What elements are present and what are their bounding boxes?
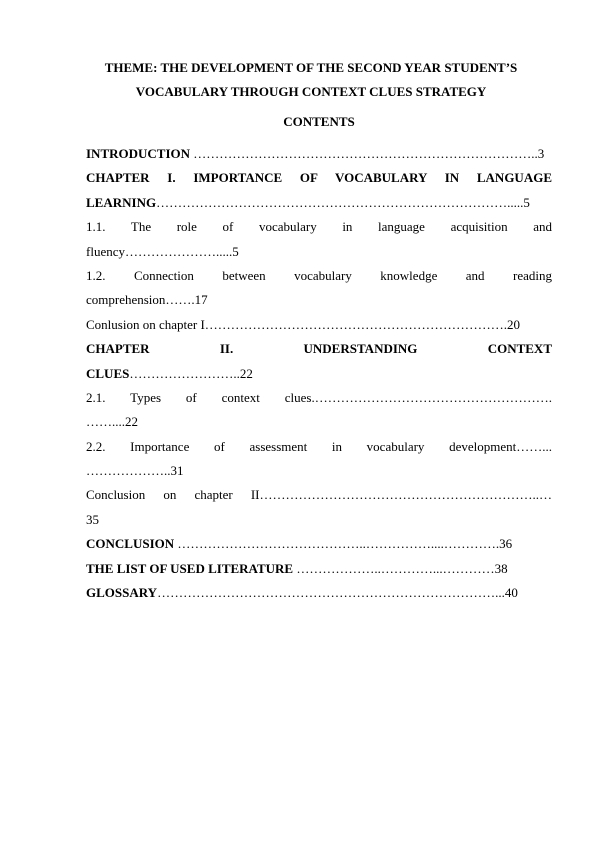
toc-chapter-1-heading[interactable]: CHAPTER I. IMPORTANCE OF VOCABULARY IN LANGUAGE bbox=[86, 170, 552, 186]
toc-section-1-1[interactable]: 1.1. The role of vocabulary in language acquisition and bbox=[86, 219, 552, 235]
toc-section-1-2-cont[interactable]: comprehension…….17 bbox=[86, 292, 208, 308]
toc-label: LEARNING bbox=[86, 194, 157, 210]
toc-chapter-2-heading-cont[interactable] bbox=[86, 362, 552, 386]
toc-leader-page: ……………………………………………………………………..3 bbox=[190, 146, 545, 161]
toc-label: THE LIST OF USED LITERATURE bbox=[86, 560, 294, 576]
toc-section-2-2-cont[interactable]: ………………..31 bbox=[86, 463, 184, 479]
toc-section-1-2[interactable]: 1.2. Connection between vocabulary knowledge and reading bbox=[86, 267, 552, 283]
toc-leader-page: ……………………………………………………………………….....5 bbox=[156, 194, 530, 210]
title-line-1: THEME: THE DEVELOPMENT OF THE SECOND YEAR STUDENT’S bbox=[104, 60, 518, 75]
toc-leader-page: ……………………..22 bbox=[129, 365, 253, 381]
toc-section-2-1[interactable]: 2.1. Types of context clues.………………………………………………. bbox=[86, 389, 552, 405]
toc-label: CLUES bbox=[86, 365, 130, 381]
toc-chapter-2-heading[interactable]: CHAPTER II. UNDERSTANDING CONTEXT bbox=[86, 341, 552, 357]
toc-section-2-2[interactable]: 2.2. Importance of assessment in vocabulary development……... bbox=[86, 438, 552, 454]
toc-section-1-1-cont[interactable]: fluency………………….....5 bbox=[86, 243, 239, 259]
toc-conclusion-chapter-2-page[interactable]: 35 bbox=[86, 511, 99, 527]
toc-leader-page: ………………..…………...…………38 bbox=[293, 560, 508, 576]
toc-label: CONCLUSION bbox=[86, 536, 175, 552]
toc-leader-page: ……………………………………………………………………...40 bbox=[157, 585, 518, 601]
contents-heading: CONTENTS bbox=[283, 114, 355, 129]
title-line-2: VOCABULARY THROUGH CONTEXT CLUES STRATEGY bbox=[135, 84, 487, 99]
toc-conclusion-chapter-2[interactable]: Conclusion on chapter II………………………………………………………..… bbox=[86, 487, 552, 503]
toc-glossary[interactable] bbox=[86, 581, 552, 605]
toc-literature[interactable] bbox=[86, 557, 552, 581]
toc-leader-page: ……………………………………..……………....………….36 bbox=[174, 536, 513, 552]
toc-label: GLOSSARY bbox=[86, 585, 158, 601]
toc-introduction[interactable] bbox=[86, 142, 552, 166]
toc-section-2-1-cont[interactable]: ……....22 bbox=[86, 414, 138, 430]
document-title bbox=[70, 56, 552, 104]
toc-label: INTRODUCTION bbox=[86, 146, 191, 161]
toc-conclusion[interactable] bbox=[86, 532, 552, 556]
toc-conclusion-chapter-1[interactable]: Conlusion on chapter I…………………………………………………………….20 bbox=[86, 316, 521, 332]
toc-chapter-1-heading-cont[interactable] bbox=[86, 191, 552, 215]
table-of-contents bbox=[86, 142, 552, 605]
